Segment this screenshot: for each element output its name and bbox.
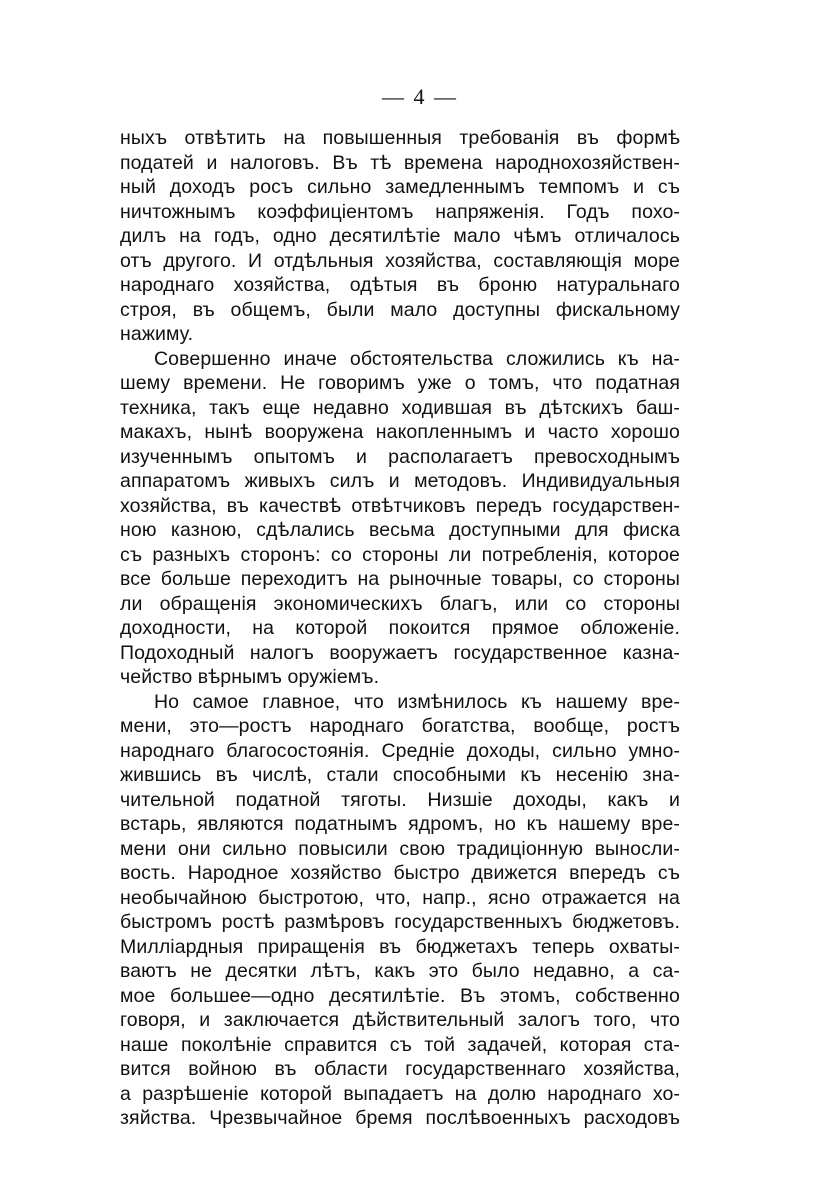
text-line: ничтожнымъ коэффиціентомъ напряженія. Годъ похо- xyxy=(120,200,680,223)
paragraph-1 xyxy=(120,126,680,347)
text-line: говоря, и заключается дѣйствительный залогъ того, что xyxy=(120,1009,680,1031)
text-line: все больше переходитъ на рыночные товары, со стороны xyxy=(120,568,680,590)
text-line: быстромъ ростѣ размѣровъ государственныхъ бюджетовъ. xyxy=(120,911,680,933)
text-line: техника, такъ еще недавно ходившая въ дѣтскихъ баш- xyxy=(120,396,680,419)
text-line: Подоходный налогъ вооружаетъ государственное казна- xyxy=(120,641,680,664)
text-line: шему времени. Не говоримъ уже о томъ, что податная xyxy=(120,372,680,394)
text-line: ныхъ отвѣтить на повышенныя требованія въ формѣ xyxy=(120,127,680,149)
text-line: мое большее—одно десятилѣтіе. Въ этомъ, собственно xyxy=(120,984,680,1007)
text-line: чейство вѣрнымъ оружіемъ. xyxy=(120,666,380,688)
text-line: чительной податной тяготы. Низшіе доходы, какъ и xyxy=(120,788,680,811)
paragraph-3 xyxy=(120,690,680,1131)
text-line: вость. Народное хозяйство быстро движется впередъ съ xyxy=(120,862,680,884)
text-line: съ разныхъ сторонъ: со стороны ли потребленія, которое xyxy=(120,543,680,566)
page-number: — 4 — xyxy=(382,84,458,109)
text-line: строя, въ общемъ, были мало доступны фискальному xyxy=(120,298,680,321)
text-line: нажиму. xyxy=(120,323,194,345)
text-line: вится войною въ области государственнаго хозяйства, xyxy=(120,1058,680,1080)
text-line: встарь, являются податнымъ ядромъ, но къ нашему вре- xyxy=(120,813,680,835)
text-line: дилъ на годъ, одно десятилѣтіе мало чѣмъ отличалось xyxy=(120,225,680,247)
text-line: народнаго хозяйства, одѣтыя въ броню натуральнаго xyxy=(120,274,680,296)
text-line: наше поколѣніе справится съ той задачей, которая ста- xyxy=(120,1033,680,1056)
paragraph-2 xyxy=(120,347,680,690)
text-line: жившись въ числѣ, стали способными къ несенію зна- xyxy=(120,764,680,786)
text-line: отъ другого. И отдѣльныя хозяйства, составляющія море xyxy=(120,249,680,272)
text-line: народнаго благосостоянія. Средніе доходы, сильно умно- xyxy=(120,739,680,762)
text-line: Совершенно иначе обстоятельства сложились къ на- xyxy=(154,347,680,370)
text-line: изученнымъ опытомъ и располагаетъ превосходнымъ xyxy=(120,445,680,468)
text-line: необычайною быстротою, что, напр., ясно отражается на xyxy=(120,886,680,909)
text-line: мени они сильно повысили свою традиціонную выносли- xyxy=(120,837,680,860)
text-line: ною казною, сдѣлались весьма доступными для фиска xyxy=(120,519,680,541)
text-line: податей и налоговъ. Въ тѣ времена народнохозяйствен- xyxy=(120,151,680,174)
text-line: Но самое главное, что измѣнилось къ нашему вре- xyxy=(154,690,680,713)
text-line: ли обращенія экономическихъ благъ, или со стороны xyxy=(120,592,680,615)
text-line: ваютъ не десятки лѣтъ, какъ это было недавно, а са- xyxy=(120,960,680,982)
text-line: доходности, на которой покоится прямое обложеніе. xyxy=(120,617,680,639)
text-line: аппаратомъ живыхъ силъ и методовъ. Индивидуальныя xyxy=(120,470,680,492)
text-line: мени, это—ростъ народнаго богатства, вообще, ростъ xyxy=(120,715,680,737)
text-line: Милліардныя приращенія въ бюджетахъ теперь охваты- xyxy=(120,935,680,958)
text-line: ный доходъ росъ сильно замедленнымъ темпомъ и съ xyxy=(120,176,680,198)
text-line: зяйства. Чрезвычайное бремя послѣвоенныхъ расходовъ xyxy=(120,1107,680,1129)
text-line: а разрѣшеніе которой выпадаетъ на долю народнаго хо- xyxy=(120,1082,680,1105)
text-line: макахъ, нынѣ вооружена накопленнымъ и часто хорошо xyxy=(120,421,680,443)
text-line: хозяйства, въ качествѣ отвѣтчиковъ передъ государствен- xyxy=(120,494,680,517)
body-text xyxy=(120,126,680,1131)
